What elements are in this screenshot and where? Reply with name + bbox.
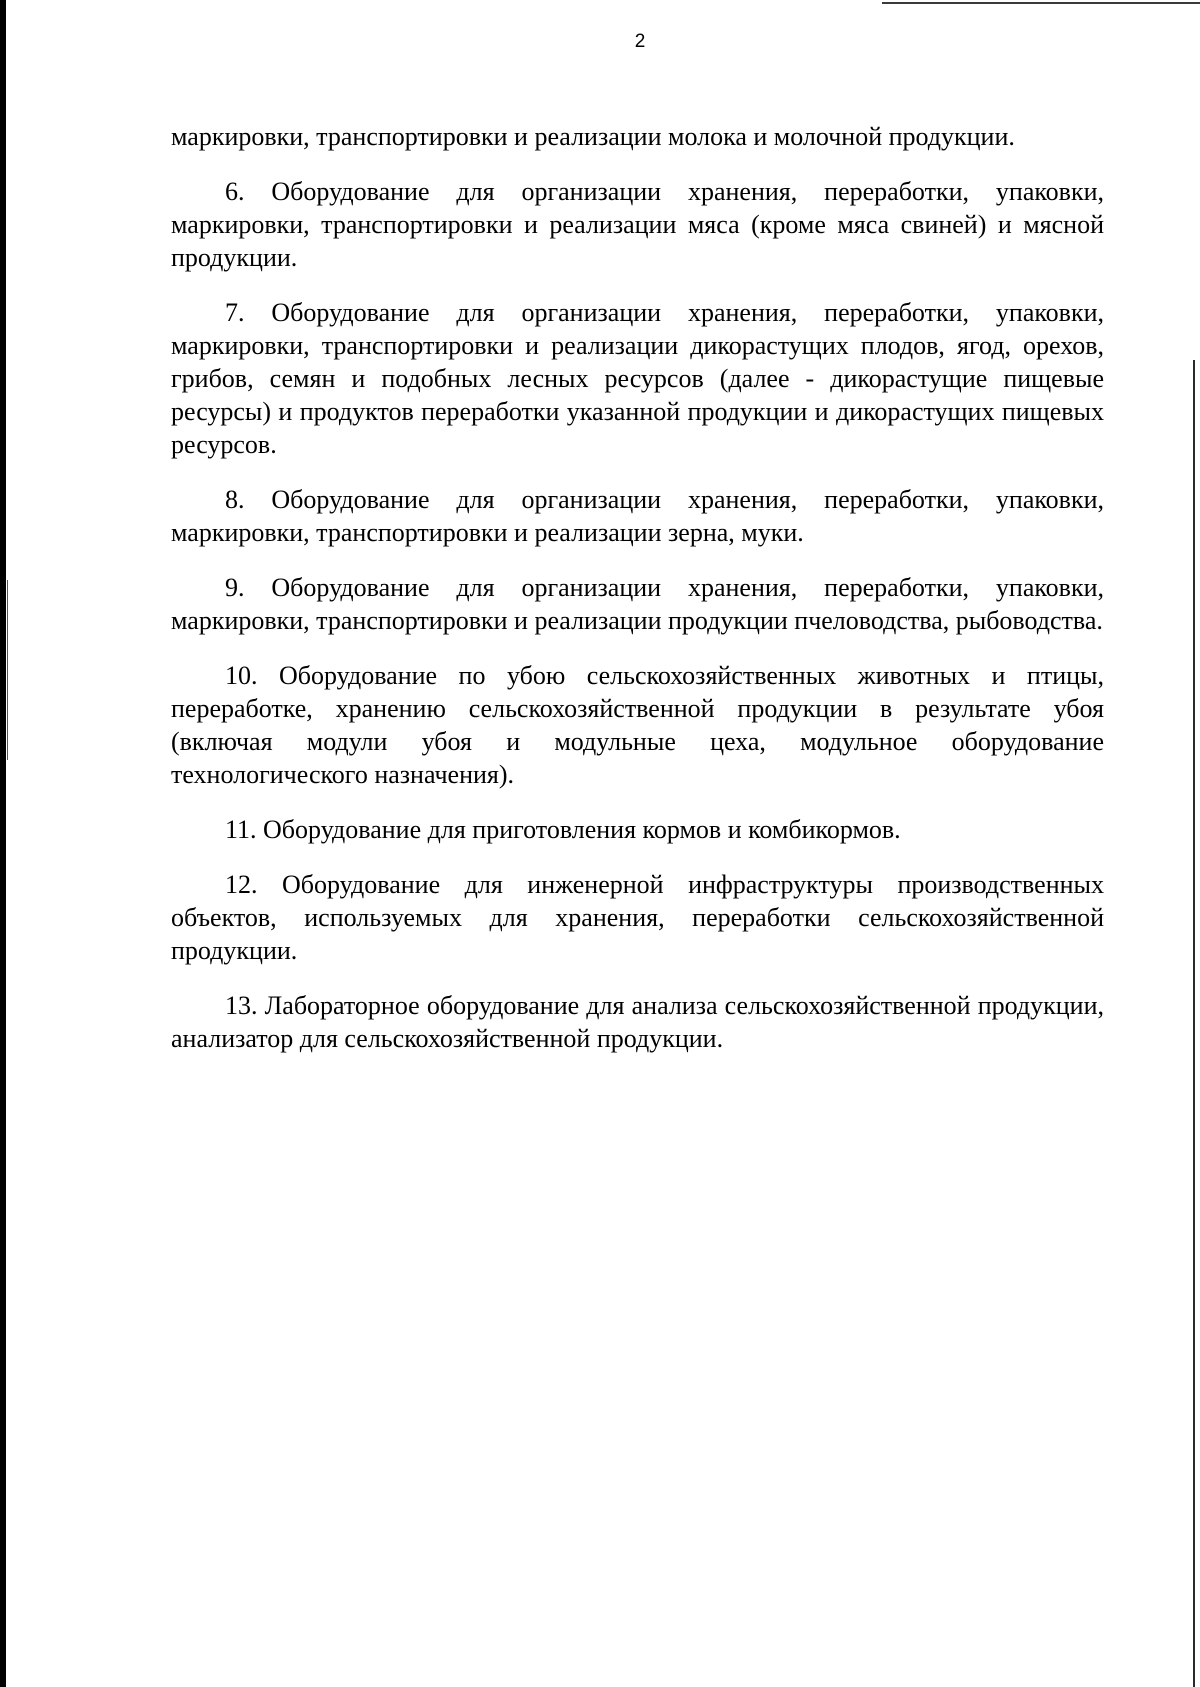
paragraph-item-8: 8. Оборудование для организации хранения, переработки, упаковки, маркировки, транспортировки и реализации зерна, муки. [171, 485, 1104, 547]
paragraph-item-11: 11. Оборудование для приготовления кормов и комбикормов. [225, 815, 901, 844]
scan-line-right [1193, 360, 1195, 1687]
scan-mark-left [7, 580, 8, 760]
paragraph-item-10: 10. Оборудование по убою сельскохозяйственных животных и птицы, переработке, хранению сельскохозяйственной продукции в результате убоя (включая модули убоя и модульные цеха, модульное оборудование технологического назначения). [171, 661, 1104, 789]
paragraph-item-13: 13. Лабораторное оборудование для анализа сельскохозяйственной продукции, анализатор для сельскохозяйственной продукции. [171, 991, 1104, 1053]
scan-edge-left [0, 0, 6, 1687]
paragraph-item-7: 7. Оборудование для организации хранения, переработки, упаковки, маркировки, транспортировки и реализации дикорастущих плодов, ягод, орехов, грибов, семян и подобных лесных ресурсов (далее - дикорастущие пищевые ресурсы) и продуктов переработки указанной продукции и дикорастущих пищевых ресурсов. [171, 298, 1104, 459]
scan-line-top [882, 2, 1200, 4]
document-body [171, 120, 1104, 1077]
paragraph-item-12: 12. Оборудование для инженерной инфраструктуры производственных объектов, используемых для хранения, переработки сельскохозяйственной продукции. [171, 870, 1104, 965]
page-number: 2 [634, 31, 646, 52]
paragraph-continuation: маркировки, транспортировки и реализации молока и молочной продукции. [171, 122, 1015, 151]
paragraph-item-9: 9. Оборудование для организации хранения, переработки, упаковки, маркировки, транспортировки и реализации продукции пчеловодства, рыбоводства. [171, 573, 1104, 635]
paragraph-item-6: 6. Оборудование для организации хранения, переработки, упаковки, маркировки, транспортировки и реализации мяса (кроме мяса свиней) и мясной продукции. [171, 177, 1104, 272]
